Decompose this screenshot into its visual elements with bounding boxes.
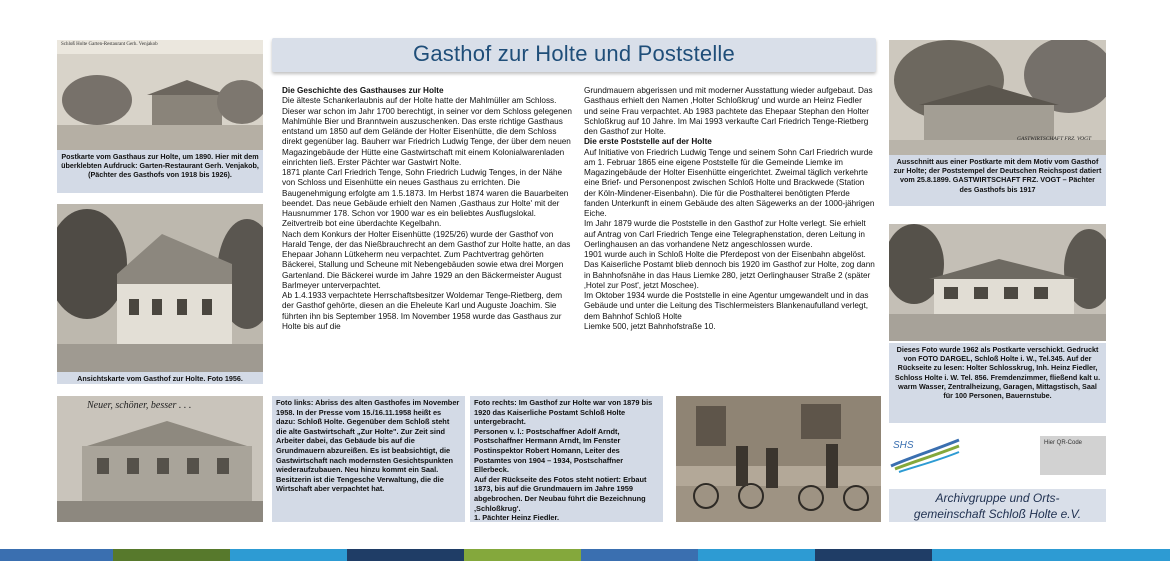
paragraph-history-5: Grundmauern abgerissen und mit moderner Ausstattung wieder aufgebaut. Das Gasthaus erhielt den Namen ‚Holter Schloßkrug' und wurde an Heinz Fiedler und seine Frau verpachtet. Ab 1983 pachtete das Ehepaar Stephan den Holter Schloßkrug auf 10 Jahre. Im Mai 1993 verkaufte Carl Friedrich Tenge-Rietberg den Gasthof zur Holte. <box>584 86 873 136</box>
photo-schlosskrug-1962 <box>889 224 1106 341</box>
shs-logo <box>889 434 961 474</box>
color-bar-3 <box>230 549 347 561</box>
postcard-photo-1899 <box>889 40 1106 155</box>
color-bar-5 <box>464 549 581 561</box>
paragraph-history-2: 1871 plante Carl Friedrich Tenge, Sohn Friedrich Ludwig Tenges, in der Nähe von Schloss und Eisenhütte ein neues Gasthaus zu errichten. Die Baugenehmigung erfolgte am 1.5.1873. Im Herbst 1874 waren die Bauarbeiten beendet. Das neue Gebäude erhielt den Namen ‚Gasthaus zur Holte' mit der Hausnummer 178. Schon vor 1900 war es ein beliebtes Ausflugslokal. Zeitvertreib bot eine überdachte Kegelbahn. <box>282 168 569 229</box>
caption-gasthof-1956: Ansichtskarte vom Gasthof zur Holte. Foto 1956. <box>57 372 263 384</box>
credit-line-2: gemeinschaft Schloß Holte e.V. <box>913 507 1082 521</box>
color-bar-4 <box>347 549 464 561</box>
gasthof-illustration <box>57 204 263 372</box>
note-photo-left <box>272 396 465 522</box>
color-bar-6 <box>581 549 698 561</box>
postamt-illustration <box>676 396 881 522</box>
postcard-illustration <box>57 40 263 150</box>
color-bar-1 <box>0 549 113 561</box>
demolition-headline: Neuer, schöner, besser . . . <box>87 400 192 411</box>
text-column-history <box>282 86 574 388</box>
color-bar-2 <box>113 549 230 561</box>
postcard-photo-1890 <box>57 40 263 150</box>
note-right-text-2: Personen v. l.: Postschaffner Adolf Arndt, Postschaffner Hermann Arndt, Im Fenster Postinspektor Robert Homann, Leiter des Postamtes von 1904 – 1934, Postschaffner Ellerbeck. <box>474 426 624 475</box>
color-bar-9 <box>932 549 1170 561</box>
postcard-1899-label: GASTWIRTSCHAFT FRZ. VOGT <box>1017 136 1092 142</box>
schlosskrug-illustration <box>889 224 1106 341</box>
paragraph-post-2: Im Jahr 1879 wurde die Poststelle in den Gasthof zur Holte verlegt. Sie erhielt auf Antrag von Carl Friedrich Tenge eine Telegraphenstation, deren Leitung in Oerlinghausen an das vorhandene Netz angeschlossen wurde. <box>584 219 866 249</box>
paragraph-post-4: Im Oktober 1934 wurde die Poststelle in eine Agentur umgewandelt und in das Gebäude und unter die Leitung des Tischlermeisters Blankenaufulland verlegt, dem Bahnhof Schloß Holte <box>584 291 869 321</box>
color-bar-8 <box>815 549 932 561</box>
demolition-illustration <box>57 396 263 522</box>
paragraph-history-3: Nach dem Konkurs der Holter Eisenhütte (1925/26) wurde der Gasthof von Harald Tenge, der das Nießbrauchrecht an dem Gasthof zur Holte hatte, an das Ehepaar Johann Lütkeherm neu verpachtet. Zum Pachtvertrag gehörten Bäckerei, Stallung und Scheune mit Nebengebäuden sowie etwa drei Morgen Gartenland. Die Bäckerei wurde im Jahre 1929 an den Bäckermeister August Barlmeyer unterverpachtet. <box>282 229 571 290</box>
photo-gasthof-1956 <box>57 204 263 372</box>
paragraph-history-1: Die älteste Schankerlaubnis auf der Holte hatte der Mahlmüller am Schloss. Dieser war schon im Jahr 1700 berechtigt, in seiner vor dem Schloss gelegenen Mahlmühle Bier und Branntwein auszuschenken. Das erste richtige Gasthaus entstand um 1850 auf dem Gelände der Holter Eisenhütte, die dem Schloss direkt gegenüber lag. Bauherr war Friedrich Ludwig Tenge, der über dem neuen Magazingebäude der Hütte eine Gastwirtschaft mit einem Kolonialwarenladen einrichten ließ. Erster Pächter war Gastwirt Nolte. <box>282 96 572 167</box>
title-banner <box>272 38 876 72</box>
note-photo-right <box>470 396 663 522</box>
text-column-post <box>584 86 876 388</box>
caption-schlosskrug-1962: Dieses Foto wurde 1962 als Postkarte verschickt. Gedruckt von FOTO DARGEL, Schloß Holte i. W., Tel.345. Auf der Rückseite zu lesen: Holter Schlosskrug, Inh. Heinz Fiedler, Schloss Holte i. W. Tel. 856. Fremdenzimmer, fließend kalt u. warm Wasser, Zentralheizung, Garagen, Mittagstisch, Saal für 100 Personen, Bauernstube. <box>889 343 1106 423</box>
shs-logo-text: SHS <box>893 440 914 451</box>
color-bar-7 <box>698 549 815 561</box>
credit-line-1: Archivgruppe und Orts- <box>935 491 1060 505</box>
postcard-label: Schloß Holte Garten-Restaurant Gerh. Venjakob <box>61 42 158 47</box>
photo-postamt-staff <box>676 396 881 522</box>
paragraph-post-1: Auf Initiative von Friedrich Ludwig Tenge und seinem Sohn Carl Friedrich wurde am 1. Februar 1865 eine eigene Poststelle für die Gemeinde Liemke im Magazingebäude der Holter Eisenhütte eingerichtet. Zweimal täglich verkehrte eine Brief- und Personenpost zwischen Schloß Holte und Brackwede (Station der Köln-Mindener-Eisenbahn). Die für die Posthalterei benötigten Pferde fanden Unterkunft in einem Gebäude des alten Sägewerks an der 1000-jährigen Eiche. <box>584 147 875 218</box>
note-right-text-3: Auf der Rückseite des Fotos steht notiert: Erbaut 1873, bis auf die Grundmauern im Jahre 1959 abgebrochen. Der Neubau führt die Bezeichnung ‚Schloßkrug'. <box>474 474 647 513</box>
note-right-text-4: 1. Pächter Heinz Fiedler. <box>474 513 560 522</box>
heading-post: Die erste Poststelle auf der Holte <box>584 137 712 147</box>
paragraph-history-4: Ab 1.4.1933 verpachtete Herrschaftsbesitzer Woldemar Tenge-Rietberg, dem der Gasthof gehörte, diesen an die Eheleute Karl und Auguste Joachim. Sie führten ihn bis September 1958. Im November 1958 wurde das Gasthaus zur Holte bis auf die <box>282 291 563 331</box>
paragraph-post-5: Liemke 500, jetzt Bahnhofstraße 10. <box>584 321 716 331</box>
caption-postcard-1899: Ausschnitt aus einer Postkarte mit dem Motiv vom Gasthof zur Holte; der Poststempel der Deutschen Reichspost datiert vom 25.8.1899. GASTWIRTSCHAFT FRZ. VOGT – Pächter des Gasthofs bis 1917 <box>889 155 1106 206</box>
credit-box <box>889 489 1106 522</box>
photo-demolition-1958 <box>57 396 263 522</box>
note-left-text: Foto links: Abriss des alten Gasthofes im November 1958. In der Presse vom 15./16.11.1958 heißt es dazu: Schloß Holte. Gegenüber dem Schloß steht die alte Gastwirtschaft „Zur Holte". Zur Zeit sind Arbeiter dabei, das Gebäude bis auf die Grundmauern abzureißen. Es ist beabsichtigt, die Gastwirtschaft nach modernsten Gesichtspunkten wiederaufzubauen. Neu hinzu kommt ein Saal. Besitzerin ist die Tengesche Verwaltung, die die Wirtschaft aber verpachtet hat. <box>276 398 460 494</box>
paragraph-post-3: 1901 wurde auch in Schloß Holte die Pferdepost von der Eisenbahn abgelöst. Das Kaiserliche Postamt blieb dennoch bis 1920 im Gasthof zur Holte, zog dann in Bahnhofsnähe in das Haus Liemke 280, jetzt Oerlinghauser Straße 2 (später ‚Hotel zur Post', jetzt Moschee). <box>584 250 875 290</box>
heading-history: Die Geschichte des Gasthauses zur Holte <box>282 86 444 95</box>
caption-postcard-1890: Postkarte vom Gasthaus zur Holte, um 1890. Hier mit dem überklebten Aufdruck: Garten-Restaurant Gerh. Venjakob, (Pächter des Gasthofs von 1918 bis 1926). <box>57 150 263 193</box>
qr-code-placeholder: Hier QR-Code <box>1040 436 1106 475</box>
page-title: Gasthof zur Holte und Poststelle <box>413 41 735 66</box>
note-right-text-1: Foto rechts: Im Gasthof zur Holte war von 1879 bis 1920 das Kaiserliche Postamt Schloß Holte untergebracht. <box>474 398 653 427</box>
